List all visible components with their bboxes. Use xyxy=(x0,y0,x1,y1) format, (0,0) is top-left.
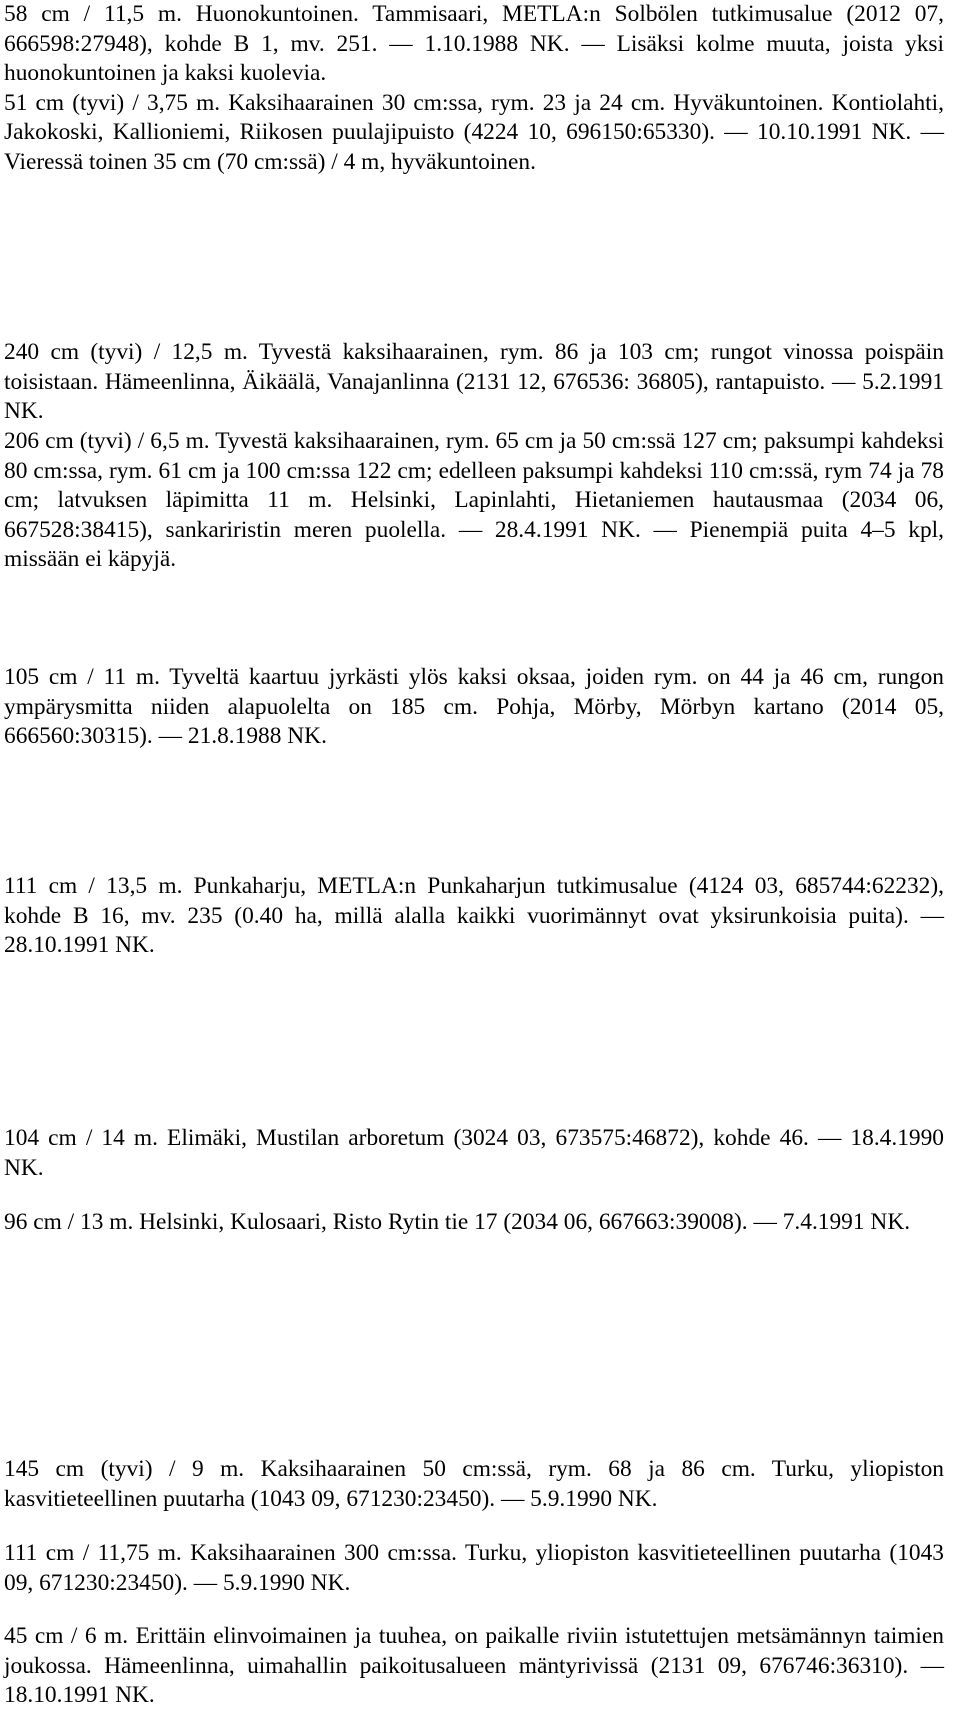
tree-entry-group-1 xyxy=(4,0,944,178)
tree-entry-3 xyxy=(4,427,944,575)
entry-text-10: 45 cm / 6 m. Erittäin elinvoimainen ja tuuhea, on paikalle riviin istutettujen metsämännyn taimien joukossa. Hämeenlinna, uimahallin paikoitusalueen mäntyrivissä (2131 09, 676746:36310). — 18.10.1991 NK. xyxy=(4,1623,944,1709)
entry-text-6: 104 cm / 14 m. Elimäki, Mustilan arboretum (3024 03, 673575:46872), kohde 46. — 18.4.1990 NK. xyxy=(4,1125,944,1181)
entry-text-2: 240 cm (tyvi) / 12,5 m. Tyvestä kaksihaarainen, rym. 86 ja 103 cm; rungot vinossa poispäin toisistaan. Hämeenlinna, Äikäälä, Vanajanlinna (2131 12, 676536: 36805), rantapuisto. — 5.2.1991 NK. xyxy=(4,339,944,425)
entry-text-3: 206 cm (tyvi) / 6,5 m. Tyvestä kaksihaarainen, rym. 65 cm ja 50 cm:ssä 127 cm; paksumpi kahdeksi 80 cm:ssa, rym. 61 cm ja 100 cm:ssa 122 cm; edelleen paksumpi kahdeksi 110 cm:ssä, rym 74 ja 78 cm; latvuksen läpimitta 11 m. Helsinki, Lapinlahti, Hietaniemen hautausmaa (2034 06, 667528:38415), sankariristin meren puolella. — 28.4.1991 NK. — Pienempiä puita 4–5 kpl, missään ei käpyjä. xyxy=(4,428,944,573)
tree-entry-10 xyxy=(4,1622,944,1711)
tree-entry-7 xyxy=(4,1208,910,1238)
entry-text-1b: 51 cm (tyvi) / 3,75 m. Kaksihaarainen 30 cm:ssa, rym. 23 ja 24 cm. Hyväkuntoinen. Kontiolahti, Jakokoski, Kallioniemi, Riikosen puulajipuisto (4224 10, 696150:65330). — 10.10.1991 NK. — Vieressä toinen 35 cm (70 cm:ssä) / 4 m, hyväkuntoinen. xyxy=(4,89,944,175)
tree-entry-6 xyxy=(4,1124,944,1183)
entry-text-9: 111 cm / 11,75 m. Kaksihaarainen 300 cm:ssa. Turku, yliopiston kasvitieteellinen puutarha (1043 09, 671230:23450). — 5.9.1990 NK. xyxy=(4,1540,944,1596)
entry-text-8: 145 cm (tyvi) / 9 m. Kaksihaarainen 50 cm:ssä, rym. 68 ja 86 cm. Turku, yliopiston kasvitieteellinen puutarha (1043 09, 671230:23450). — 5.9.1990 NK. xyxy=(4,1456,944,1512)
tree-entry-8 xyxy=(4,1455,944,1514)
tree-entry-9 xyxy=(4,1539,944,1598)
entry-text-7: 96 cm / 13 m. Helsinki, Kulosaari, Risto Rytin tie 17 (2034 06, 667663:39008). — 7.4.1991 NK. xyxy=(4,1209,911,1235)
tree-entry-2 xyxy=(4,338,944,427)
tree-entry-5 xyxy=(4,872,944,961)
entry-text-4: 105 cm / 11 m. Tyveltä kaartuu jyrkästi ylös kaksi oksaa, joiden rym. on 44 ja 46 cm, rungon ympärysmitta niiden alapuolelta on 185 cm. Pohja, Mörby, Mörbyn kartano (2014 05, 666560:30315). — 21.8.1988 NK. xyxy=(4,664,944,750)
entry-text-5: 111 cm / 13,5 m. Punkaharju, METLA:n Punkaharjun tutkimusalue (4124 03, 685744:62232), kohde B 16, mv. 235 (0.40 ha, millä alalla kaikki vuorimännyt ovat yksirunkoisia puita). — 28.10.1991 NK. xyxy=(4,873,944,959)
tree-entry-4 xyxy=(4,663,944,752)
entry-text-1a: 58 cm / 11,5 m. Huonokuntoinen. Tammisaari, METLA:n Solbölen tutkimusalue (2012 07, 666598:27948), kohde B 1, mv. 251. — 1.10.1988 NK. — Lisäksi kolme muuta, joista yksi huonokuntoinen ja kaksi kuolevia. xyxy=(4,1,944,87)
